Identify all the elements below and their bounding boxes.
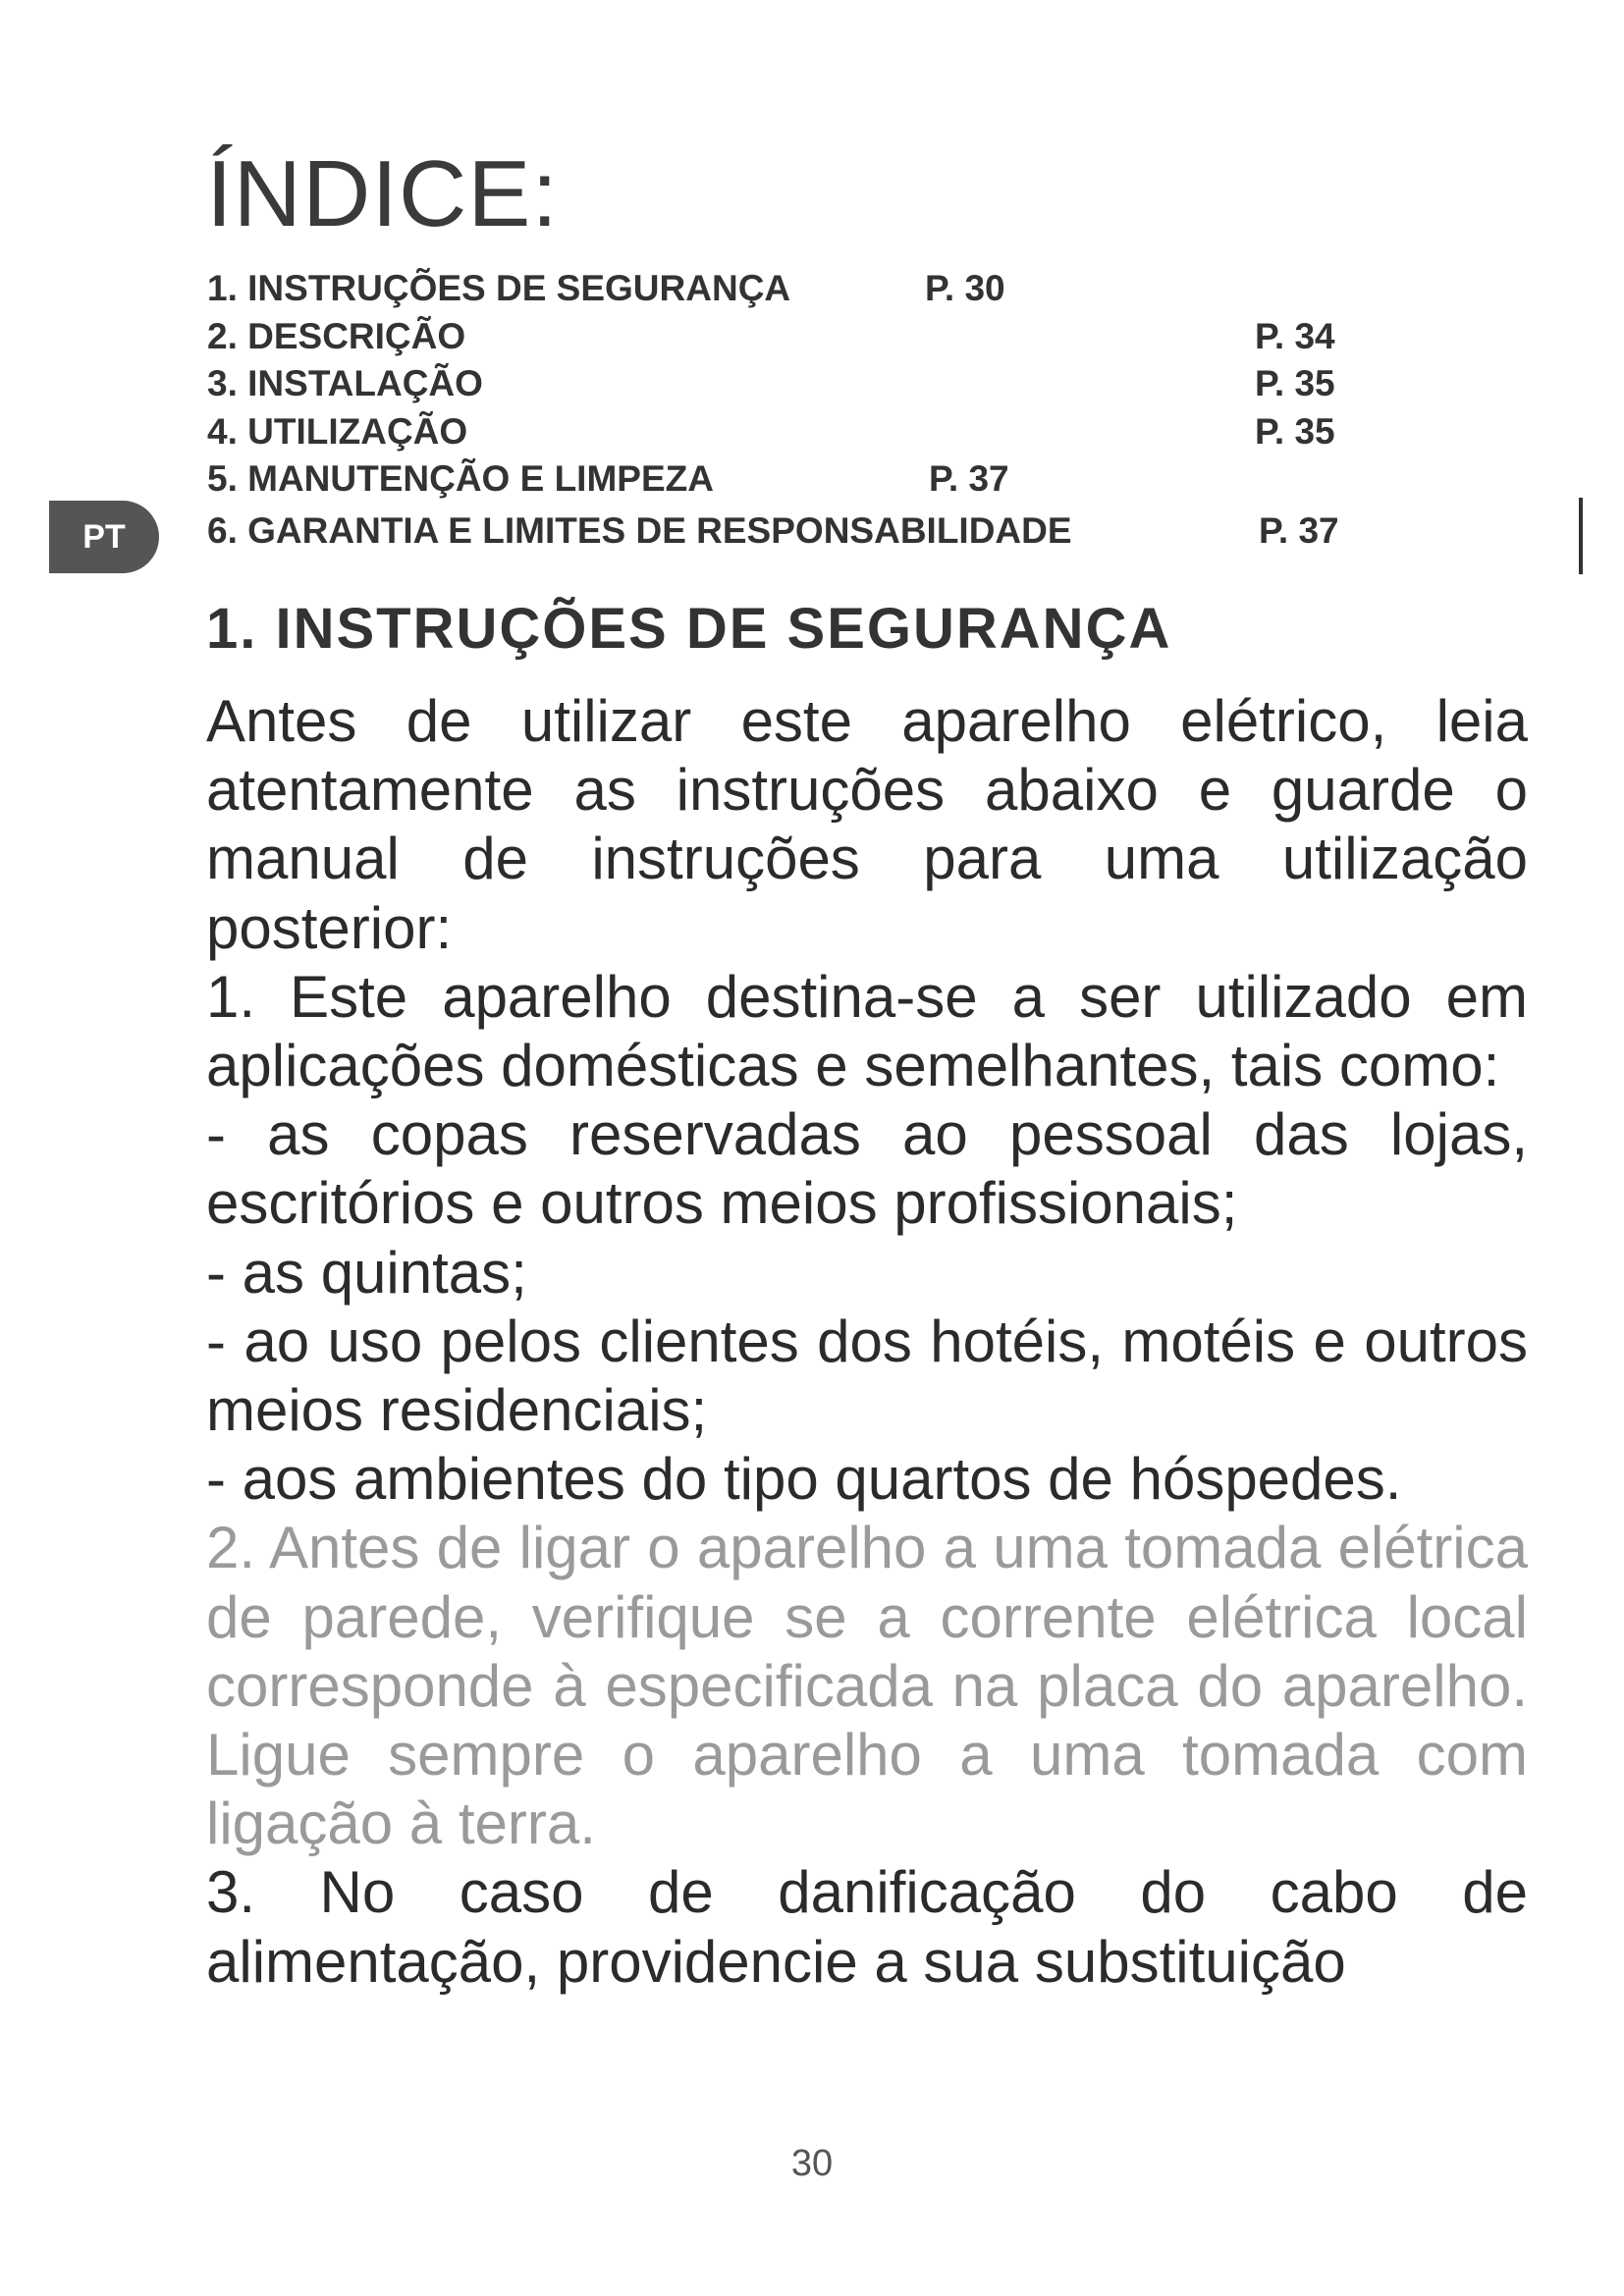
- paragraph: Antes de utilizar este aparelho elétrico, leia atentamente as instruções abaixo e guarde o manual de instruções para uma utilização posterior:: [206, 688, 1528, 961]
- toc-item: [207, 265, 1366, 313]
- paragraph: 3. No caso de danificação do cabo de alimentação, providencie a sua substituição: [206, 1859, 1528, 1995]
- toc-item-page: P. 37: [1259, 509, 1339, 551]
- toc-item-label: 3. INSTALAÇÃO: [207, 363, 483, 403]
- paragraph: - ao uso pelos clientes dos hotéis, motéis e outros meios residenciais;: [206, 1308, 1528, 1444]
- toc-item-page: P. 30: [925, 268, 1005, 308]
- toc-item: [207, 507, 1366, 556]
- language-tab: PT: [49, 501, 159, 573]
- toc-item-label: 2. DESCRIÇÃO: [207, 315, 466, 356]
- toc-item: [207, 408, 1366, 456]
- table-of-contents: [207, 265, 1366, 555]
- page-number: 30: [790, 2143, 834, 2184]
- toc-item-label: 1. INSTRUÇÕES DE SEGURANÇA: [207, 268, 791, 308]
- toc-item-label: 4. UTILIZAÇÃO: [207, 410, 468, 452]
- body-text: [206, 687, 1528, 1997]
- paragraph: - as quintas;: [206, 1239, 527, 1306]
- paragraph: - as copas reservadas ao pessoal das lojas, escritórios e outros meios profissionais;: [206, 1101, 1528, 1237]
- toc-item-label: 6. GARANTIA E LIMITES DE RESPONSABILIDADE: [207, 509, 1072, 551]
- toc-item-page: P. 35: [1255, 410, 1335, 452]
- toc-item-page: P. 34: [1255, 315, 1335, 356]
- paragraph: - aos ambientes do tipo quartos de hóspedes.: [206, 1446, 1402, 1513]
- toc-item-page: P. 35: [1255, 363, 1335, 403]
- toc-item-page: P. 37: [929, 458, 1009, 499]
- toc-item-label: 5. MANUTENÇÃO E LIMPEZA: [207, 458, 714, 499]
- toc-item: [207, 455, 1366, 504]
- edge-marker: [1579, 498, 1583, 574]
- section-heading: 1. INSTRUÇÕES DE SEGURANÇA: [206, 597, 1172, 661]
- paragraph: 2. Antes de ligar o aparelho a uma tomada elétrica de parede, verifique se a corrente elétrica local corresponde à especificada na placa do aparelho. Ligue sempre o aparelho a uma tomada com ligação à terra.: [206, 1515, 1528, 1857]
- toc-item: [207, 360, 1366, 408]
- page-title: ÍNDICE:: [206, 141, 560, 246]
- paragraph: 1. Este aparelho destina-se a ser utilizado em aplicações domésticas e semelhantes, tais como:: [206, 963, 1528, 1099]
- toc-item: [207, 313, 1366, 361]
